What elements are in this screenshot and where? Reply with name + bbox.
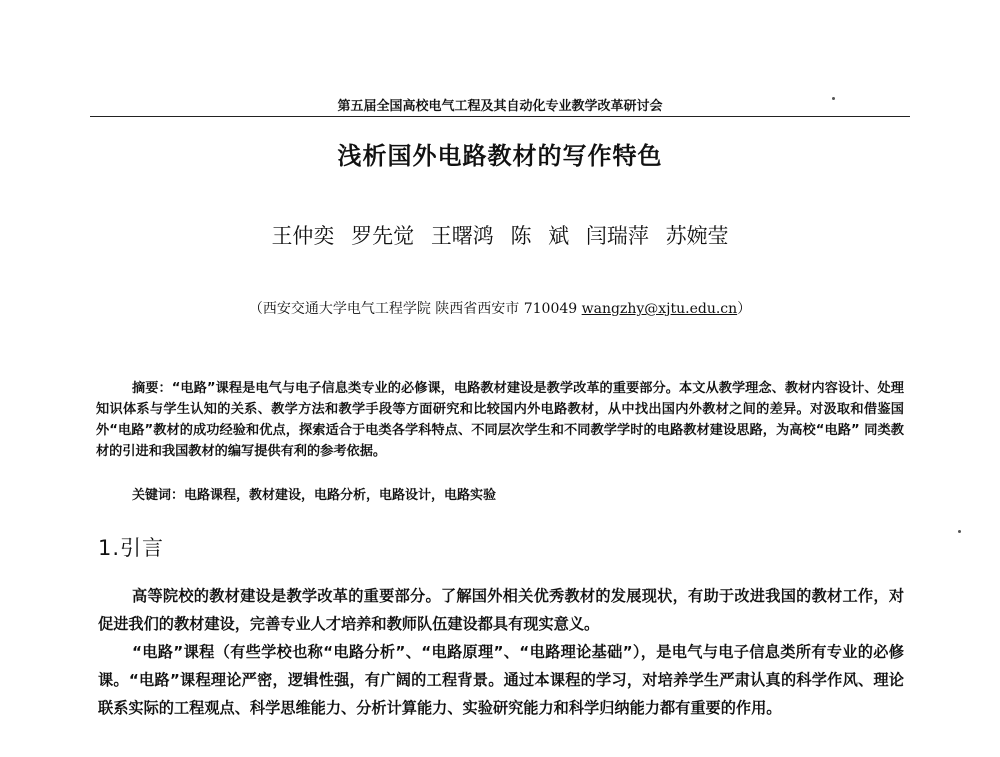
scan-speck bbox=[832, 97, 835, 100]
abstract-text: “电路”课程是电气与电子信息类专业的必修课，电路教材建设是教学改革的重要部分。本文从教学理念、教材内容设计、处理知识体系与学生认知的关系、教学方法和教学手段等方面研究和比较国内外电路教材，从中找出国内外教材之间的差异。对汲取和借鉴国外“电路”教材的成功经验和优点，探索适合于电类各学科特点、不同层次学生和不同教学学时的电路教材建设思路，为高校“电路” 同类教材的引进和我国教材的编写提供有利的参考依据。 bbox=[96, 381, 904, 459]
author-list bbox=[90, 220, 910, 250]
scan-speck bbox=[958, 530, 961, 533]
author-name: 陈 斌 bbox=[510, 224, 570, 248]
email-link[interactable]: wangzhy@xjtu.edu.cn bbox=[581, 301, 738, 317]
author-name: 罗先觉 bbox=[351, 224, 415, 248]
conference-header: 第五届全国高校电气工程及其自动化专业教学改革研讨会 bbox=[337, 99, 663, 114]
body-paragraph: 高等院校的教材建设是教学改革的重要部分。了解国外相关优秀教材的发展现状，有助于改进我国的教材工作，对促进我们的教材建设，完善专业人才培养和教师队伍建设都具有现实意义。 bbox=[98, 587, 904, 633]
abstract bbox=[96, 378, 904, 462]
body-paragraph: “电路”课程（有些学校也称“电路分析”、“电路原理”、“电路理论基础”），是电气与电子信息类所有专业的必修课。“电路”课程理论严密，逻辑性强，有广阔的工程背景。通过本课程的学习，对培养学生严肃认真的科学作风、理论联系实际的工程观点、科学思维能力、分析计算能力、实验研究能力和科学归纳能力都有重要的作用。 bbox=[98, 643, 904, 717]
paper-title: 浅析国外电路教材的写作特色 bbox=[337, 142, 663, 170]
author-name: 王仲奕 bbox=[271, 224, 335, 248]
affiliation bbox=[90, 298, 910, 318]
section-heading: 1.引言 bbox=[98, 536, 165, 560]
author-name: 闫瑞萍 bbox=[585, 224, 649, 248]
affiliation-text: （西安交通大学电气工程学院 陕西省西安市 710049 bbox=[248, 301, 582, 317]
abstract-label: 摘要： bbox=[132, 381, 172, 396]
header-divider bbox=[90, 116, 910, 117]
section-body bbox=[98, 582, 904, 722]
keywords bbox=[132, 484, 496, 503]
keywords-text: 电路课程，教材建设，电路分析，电路设计，电路实验 bbox=[184, 488, 497, 503]
author-name: 王曙鸿 bbox=[430, 224, 494, 248]
affiliation-close: ） bbox=[737, 301, 752, 317]
keywords-label: 关键词： bbox=[132, 488, 185, 503]
author-name: 苏婉莹 bbox=[665, 224, 729, 248]
